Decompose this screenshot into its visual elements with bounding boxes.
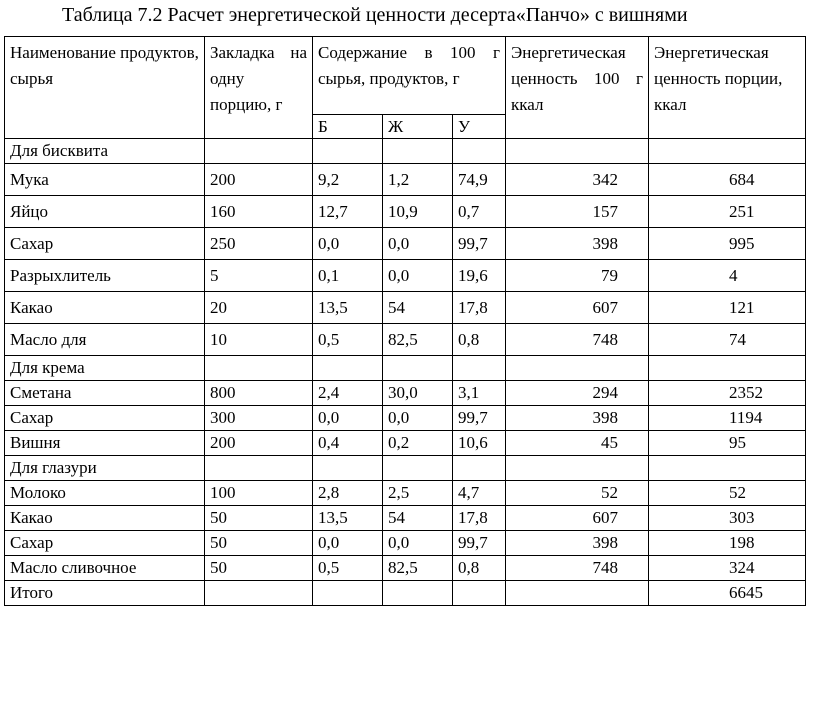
- cell-energy-portion: 303: [649, 506, 806, 531]
- table-row: [5, 531, 806, 556]
- cell-name: Вишня: [5, 431, 205, 456]
- cell-energy-portion: 6645: [649, 581, 806, 606]
- table-row: [5, 292, 806, 324]
- cell-energy-100g: 157: [506, 196, 649, 228]
- cell-energy-100g: 294: [506, 381, 649, 406]
- cell-carbs: 0,8: [453, 556, 506, 581]
- header-protein: Б: [313, 115, 383, 139]
- cell-portion: 50: [205, 506, 313, 531]
- table-row: [5, 228, 806, 260]
- cell-carbs: 99,7: [453, 531, 506, 556]
- table-row: [5, 481, 806, 506]
- cell-energy-portion: 4: [649, 260, 806, 292]
- cell-carbs: [453, 456, 506, 481]
- cell-energy-portion: 995: [649, 228, 806, 260]
- cell-portion: [205, 456, 313, 481]
- cell-fat: 1,2: [383, 164, 453, 196]
- cell-name: Яйцо: [5, 196, 205, 228]
- cell-name: Разрыхлитель: [5, 260, 205, 292]
- cell-name: Масло сливочное: [5, 556, 205, 581]
- cell-energy-100g: 398: [506, 531, 649, 556]
- cell-fat: 0,2: [383, 431, 453, 456]
- cell-protein: 13,5: [313, 506, 383, 531]
- cell-energy-portion: 74: [649, 324, 806, 356]
- cell-portion: 10: [205, 324, 313, 356]
- cell-name: Мука: [5, 164, 205, 196]
- cell-fat: [383, 139, 453, 164]
- cell-energy-100g: [506, 456, 649, 481]
- cell-portion: 100: [205, 481, 313, 506]
- cell-energy-portion: 1194: [649, 406, 806, 431]
- table-row: [5, 506, 806, 531]
- cell-name: Для глазури: [5, 456, 205, 481]
- cell-energy-portion: 684: [649, 164, 806, 196]
- cell-energy-100g: 342: [506, 164, 649, 196]
- cell-energy-100g: [506, 356, 649, 381]
- cell-carbs: 17,8: [453, 506, 506, 531]
- cell-fat: [383, 356, 453, 381]
- table-row: [5, 456, 806, 481]
- cell-fat: 10,9: [383, 196, 453, 228]
- cell-portion: 200: [205, 164, 313, 196]
- cell-fat: 82,5: [383, 324, 453, 356]
- table-row: [5, 381, 806, 406]
- header-fat: Ж: [383, 115, 453, 139]
- cell-name: Сахар: [5, 531, 205, 556]
- cell-protein: 0,0: [313, 531, 383, 556]
- energy-value-table: [4, 36, 806, 606]
- cell-carbs: 0,7: [453, 196, 506, 228]
- header-name: Наименование продуктов, сырья: [5, 37, 205, 139]
- cell-fat: 54: [383, 506, 453, 531]
- cell-protein: 9,2: [313, 164, 383, 196]
- cell-energy-portion: 251: [649, 196, 806, 228]
- cell-energy-portion: 198: [649, 531, 806, 556]
- header-energy-portion: Энергетическая ценность порции, ккал: [649, 37, 806, 139]
- cell-protein: 0,5: [313, 556, 383, 581]
- header-row: [5, 37, 806, 115]
- cell-energy-100g: 398: [506, 228, 649, 260]
- cell-protein: 0,5: [313, 324, 383, 356]
- cell-energy-portion: [649, 139, 806, 164]
- cell-carbs: 19,6: [453, 260, 506, 292]
- cell-portion: 20: [205, 292, 313, 324]
- table-row: [5, 196, 806, 228]
- cell-protein: [313, 581, 383, 606]
- cell-energy-100g: 398: [506, 406, 649, 431]
- cell-energy-portion: [649, 356, 806, 381]
- cell-energy-portion: 52: [649, 481, 806, 506]
- cell-portion: 160: [205, 196, 313, 228]
- cell-energy-100g: [506, 581, 649, 606]
- cell-carbs: 17,8: [453, 292, 506, 324]
- cell-name: Итого: [5, 581, 205, 606]
- cell-energy-100g: 607: [506, 292, 649, 324]
- header-energy-100g: Энергетическая ценность 100 г ккал: [506, 37, 649, 139]
- cell-protein: 2,4: [313, 381, 383, 406]
- cell-protein: [313, 139, 383, 164]
- table-caption: Таблица 7.2 Расчет энергетической ценности десерта«Панчо» с вишнями: [62, 4, 688, 26]
- table-row: [5, 324, 806, 356]
- cell-carbs: 0,8: [453, 324, 506, 356]
- table-row: [5, 581, 806, 606]
- cell-protein: 0,0: [313, 406, 383, 431]
- cell-carbs: 99,7: [453, 228, 506, 260]
- cell-energy-100g: 748: [506, 556, 649, 581]
- table-row: [5, 431, 806, 456]
- cell-fat: [383, 581, 453, 606]
- cell-carbs: [453, 356, 506, 381]
- cell-protein: [313, 356, 383, 381]
- cell-energy-portion: 95: [649, 431, 806, 456]
- table-row: [5, 356, 806, 381]
- cell-energy-portion: 324: [649, 556, 806, 581]
- cell-portion: [205, 356, 313, 381]
- cell-fat: 0,0: [383, 406, 453, 431]
- cell-protein: 12,7: [313, 196, 383, 228]
- cell-protein: 13,5: [313, 292, 383, 324]
- header-content: Содержание в 100 г сырья, продуктов, г: [313, 37, 506, 115]
- cell-portion: 300: [205, 406, 313, 431]
- cell-energy-100g: 45: [506, 431, 649, 456]
- cell-fat: 30,0: [383, 381, 453, 406]
- cell-portion: 50: [205, 531, 313, 556]
- cell-energy-portion: 2352: [649, 381, 806, 406]
- cell-portion: 250: [205, 228, 313, 260]
- cell-portion: 5: [205, 260, 313, 292]
- cell-portion: 800: [205, 381, 313, 406]
- cell-name: Масло для: [5, 324, 205, 356]
- cell-carbs: 74,9: [453, 164, 506, 196]
- cell-name: Для крема: [5, 356, 205, 381]
- cell-carbs: 4,7: [453, 481, 506, 506]
- cell-protein: [313, 456, 383, 481]
- cell-fat: 2,5: [383, 481, 453, 506]
- cell-fat: 0,0: [383, 531, 453, 556]
- cell-name: Молоко: [5, 481, 205, 506]
- cell-energy-100g: 607: [506, 506, 649, 531]
- cell-name: Для бисквита: [5, 139, 205, 164]
- cell-energy-100g: 748: [506, 324, 649, 356]
- cell-fat: 0,0: [383, 228, 453, 260]
- cell-portion: 200: [205, 431, 313, 456]
- cell-energy-100g: 79: [506, 260, 649, 292]
- table-row: [5, 406, 806, 431]
- cell-fat: [383, 456, 453, 481]
- cell-carbs: [453, 581, 506, 606]
- cell-carbs: 99,7: [453, 406, 506, 431]
- cell-energy-100g: [506, 139, 649, 164]
- cell-carbs: 10,6: [453, 431, 506, 456]
- cell-portion: [205, 581, 313, 606]
- table-row: [5, 164, 806, 196]
- cell-carbs: [453, 139, 506, 164]
- table-row: [5, 260, 806, 292]
- cell-name: Какао: [5, 292, 205, 324]
- header-carbs: У: [453, 115, 506, 139]
- cell-fat: 54: [383, 292, 453, 324]
- cell-protein: 0,0: [313, 228, 383, 260]
- cell-portion: 50: [205, 556, 313, 581]
- cell-name: Сметана: [5, 381, 205, 406]
- cell-protein: 0,4: [313, 431, 383, 456]
- cell-protein: 2,8: [313, 481, 383, 506]
- cell-protein: 0,1: [313, 260, 383, 292]
- cell-fat: 82,5: [383, 556, 453, 581]
- table-row: [5, 556, 806, 581]
- header-portion: Закладка на одну порцию, г: [205, 37, 313, 139]
- table-row: [5, 139, 806, 164]
- cell-portion: [205, 139, 313, 164]
- cell-fat: 0,0: [383, 260, 453, 292]
- cell-energy-portion: 121: [649, 292, 806, 324]
- cell-energy-portion: [649, 456, 806, 481]
- cell-energy-100g: 52: [506, 481, 649, 506]
- cell-carbs: 3,1: [453, 381, 506, 406]
- cell-name: Какао: [5, 506, 205, 531]
- cell-name: Сахар: [5, 228, 205, 260]
- cell-name: Сахар: [5, 406, 205, 431]
